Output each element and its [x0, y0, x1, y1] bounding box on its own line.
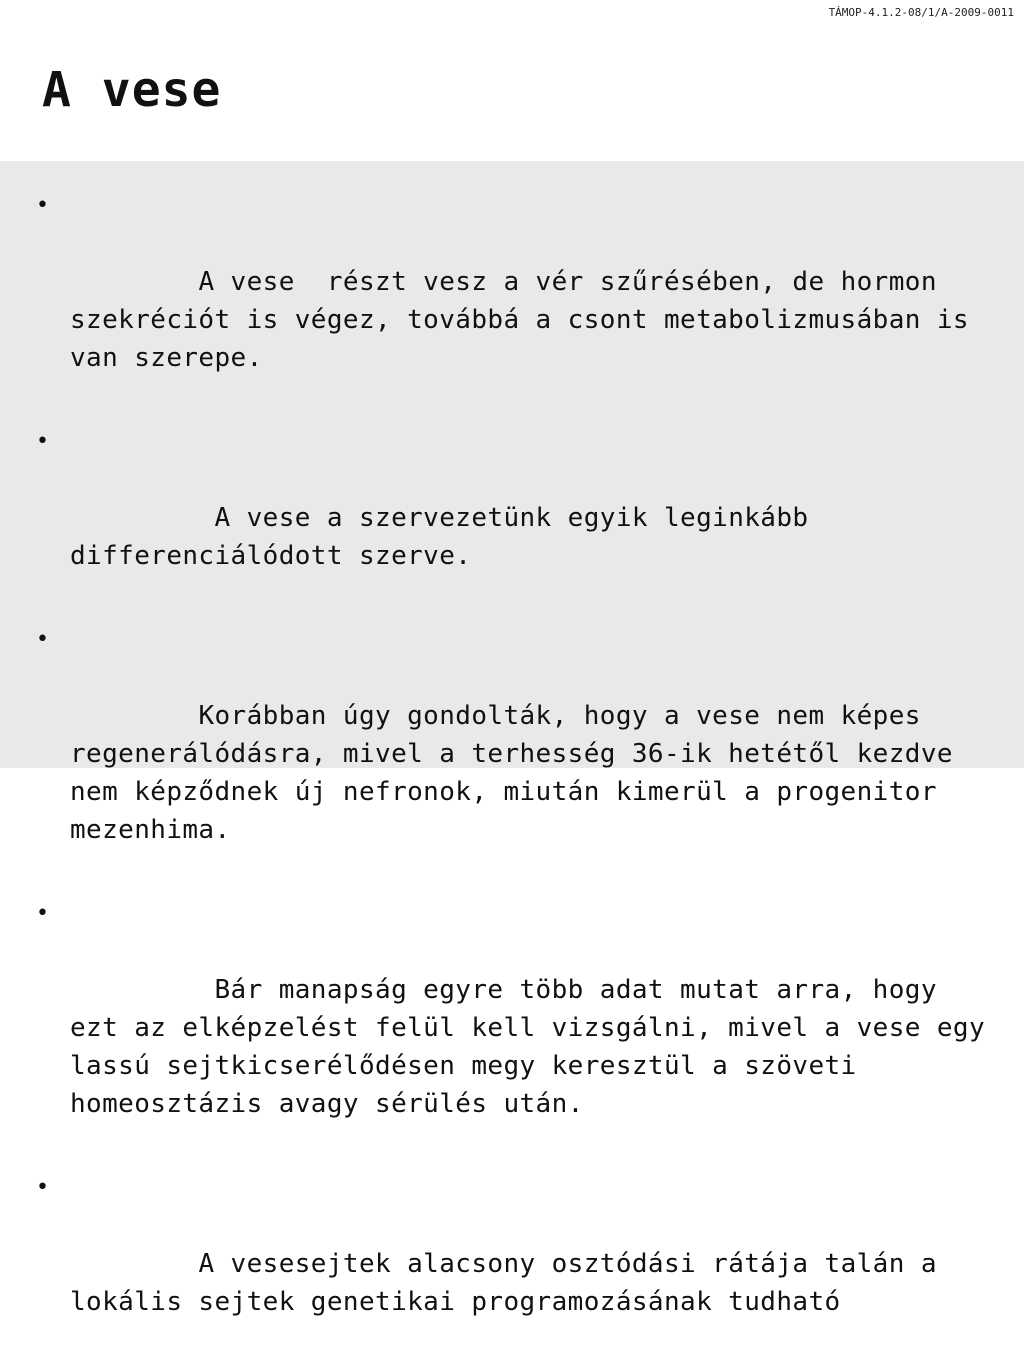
bullet-text: Korábban úgy gondolták, hogy a vese nem képes regenerálódásra, mivel a terhesség 36-ik hetétől kezdve nem képződnek új nefronok, miután kimerül a progenitor mezenhima.	[70, 701, 969, 845]
bullet-icon: •	[36, 193, 50, 218]
bullet-text: A vese részt vesz a vér szűrésében, de hormon szekréciót is végez, továbbá a csont metabolizmusában is van szerepe.	[70, 267, 986, 373]
bullet-icon: •	[36, 429, 50, 454]
slide-body	[0, 161, 1024, 1317]
bullet-item	[36, 1169, 986, 1359]
project-code: TÁMOP-4.1.2-08/1/A-2009-0011	[828, 6, 1014, 19]
slide-title: A vese	[42, 62, 222, 118]
bullet-icon: •	[36, 901, 50, 926]
bullet-text: Bár manapság egyre több adat mutat arra, hogy ezt az elképzelést felül kell vizsgálni, mivel a vese egy lassú sejtkicserélődésen megy keresztül a szöveti homeosztázis avagy sérülés után.	[70, 975, 1002, 1119]
bullet-icon: •	[36, 1175, 50, 1200]
bullet-item	[36, 621, 986, 887]
bullet-text: A vesesejtek alacsony osztódási rátája talán a lokális sejtek genetikai programozásának tudható	[70, 1249, 953, 1317]
slide-header	[0, 0, 1024, 161]
bullet-item	[36, 187, 986, 415]
bullet-item	[36, 423, 986, 613]
bullet-list	[36, 187, 1002, 1367]
bullet-item	[36, 895, 1002, 1161]
bullet-icon: •	[36, 627, 50, 652]
bullet-text: A vese a szervezetünk egyik leginkább differenciálódott szerve.	[70, 503, 825, 571]
